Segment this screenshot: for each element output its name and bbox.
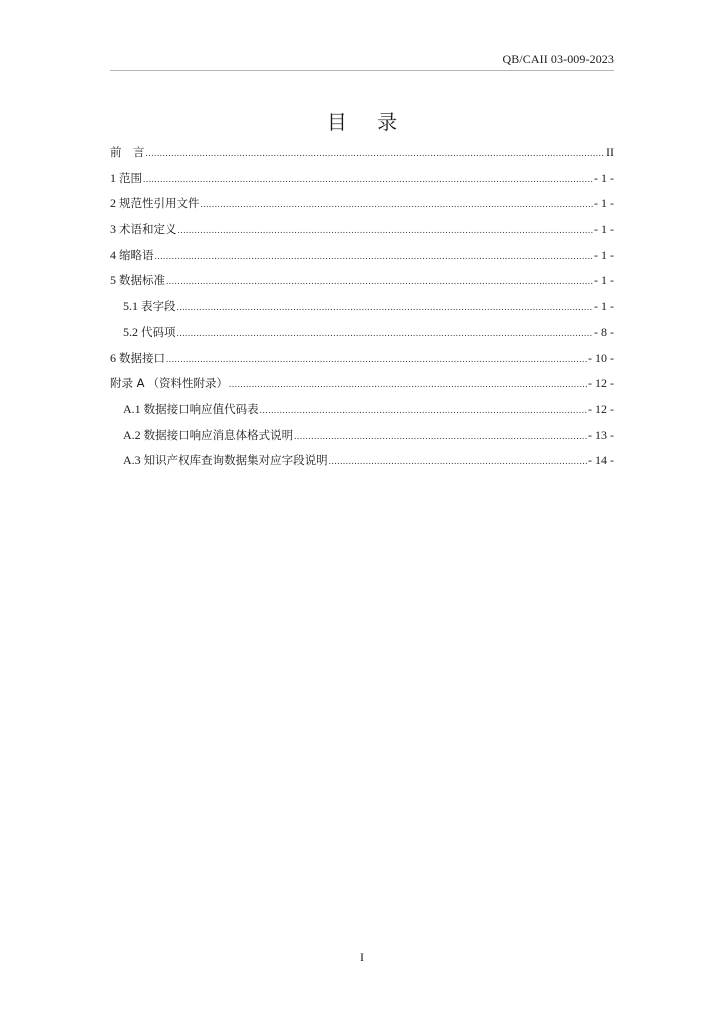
toc-entry-number: 4 <box>110 247 116 262</box>
toc-entry-terms-definitions[interactable] <box>110 217 614 243</box>
page-number: I <box>360 950 364 964</box>
toc-leader-dots <box>201 192 594 218</box>
toc-entry-number: A.2 <box>123 427 141 442</box>
toc-entry-label: 表字段 <box>141 299 176 314</box>
toc-entry-page: - 10 - <box>588 350 614 365</box>
toc-entry-scope[interactable] <box>110 166 614 192</box>
toc-entry-data-standard[interactable] <box>110 268 614 294</box>
toc-entry-label: 数据标准 <box>119 273 165 288</box>
toc-entry-page: - 13 - <box>588 427 614 442</box>
toc-entry-page: - 1 - <box>594 196 614 211</box>
toc-entry-page: - 1 - <box>594 273 614 288</box>
toc-entry-number: 5 <box>110 273 116 288</box>
toc-entry-normative-references[interactable] <box>110 191 614 217</box>
toc-entry-ip-dataset-fields[interactable] <box>110 448 614 474</box>
toc-entry-code-items[interactable] <box>110 320 614 346</box>
toc-entry-number: 2 <box>110 196 116 211</box>
toc-entry-page: - 12 - <box>588 401 614 416</box>
toc-leader-dots <box>143 167 593 193</box>
table-of-contents <box>110 140 614 474</box>
toc-entry-page: - 12 - <box>588 376 614 391</box>
toc-entry-label: 缩略语 <box>119 247 154 262</box>
toc-entry-label: 术语和定义 <box>119 222 177 237</box>
toc-leader-dots <box>146 141 606 167</box>
toc-entry-label: 数据接口响应值代码表 <box>143 401 259 416</box>
toc-entry-label: （资料性附录） <box>147 376 229 391</box>
toc-entry-label: 数据接口 <box>119 350 165 365</box>
toc-leader-dots <box>177 321 594 347</box>
toc-entry-number: A.1 <box>123 401 141 416</box>
toc-entry-response-code-table[interactable] <box>110 397 614 423</box>
toc-entry-abbreviations[interactable] <box>110 243 614 269</box>
toc-entry-label: 规范性引用文件 <box>119 196 200 211</box>
toc-leader-dots <box>229 372 587 398</box>
toc-entry-page: - 1 - <box>594 299 614 314</box>
toc-entry-number: 5.2 <box>123 324 138 339</box>
toc-entry-page: - 1 - <box>594 170 614 185</box>
toc-entry-page: - 8 - <box>594 324 614 339</box>
toc-entry-label: 前 言 <box>110 145 145 159</box>
toc-leader-dots <box>177 295 594 321</box>
toc-entry-response-body-format[interactable] <box>110 423 614 449</box>
toc-entry-data-interface[interactable] <box>110 346 614 372</box>
toc-entry-number: A.3 <box>123 453 141 468</box>
toc-title: 目 录 <box>326 110 410 134</box>
toc-entry-foreword[interactable] <box>110 140 614 166</box>
toc-entry-page: II <box>606 145 614 159</box>
toc-entry-number: 3 <box>110 222 116 237</box>
toc-entry-page: - 1 - <box>594 222 614 237</box>
toc-entry-page: - 1 - <box>594 247 614 262</box>
toc-entry-table-fields[interactable] <box>110 294 614 320</box>
toc-leader-dots <box>178 218 594 244</box>
header-rule <box>110 70 614 71</box>
toc-entry-label: 代码项 <box>141 324 176 339</box>
standard-code: QB/CAII 03-009-2023 <box>502 52 614 66</box>
toc-entry-appendix-a[interactable] <box>110 371 614 397</box>
toc-leader-dots <box>155 244 594 270</box>
toc-leader-dots <box>294 424 587 450</box>
toc-entry-page: - 14 - <box>588 453 614 468</box>
toc-leader-dots <box>166 347 587 373</box>
toc-entry-number: 6 <box>110 350 116 365</box>
toc-entry-number: 5.1 <box>123 299 138 314</box>
toc-leader-dots <box>166 269 593 295</box>
toc-entry-label: 范围 <box>119 170 142 185</box>
toc-leader-dots <box>260 398 587 424</box>
toc-entry-label: 数据接口响应消息体格式说明 <box>143 427 294 442</box>
toc-leader-dots <box>329 449 587 475</box>
toc-entry-number: 附录 A <box>110 376 145 391</box>
toc-entry-label: 知识产权库查询数据集对应字段说明 <box>143 453 328 468</box>
toc-entry-number: 1 <box>110 170 116 185</box>
